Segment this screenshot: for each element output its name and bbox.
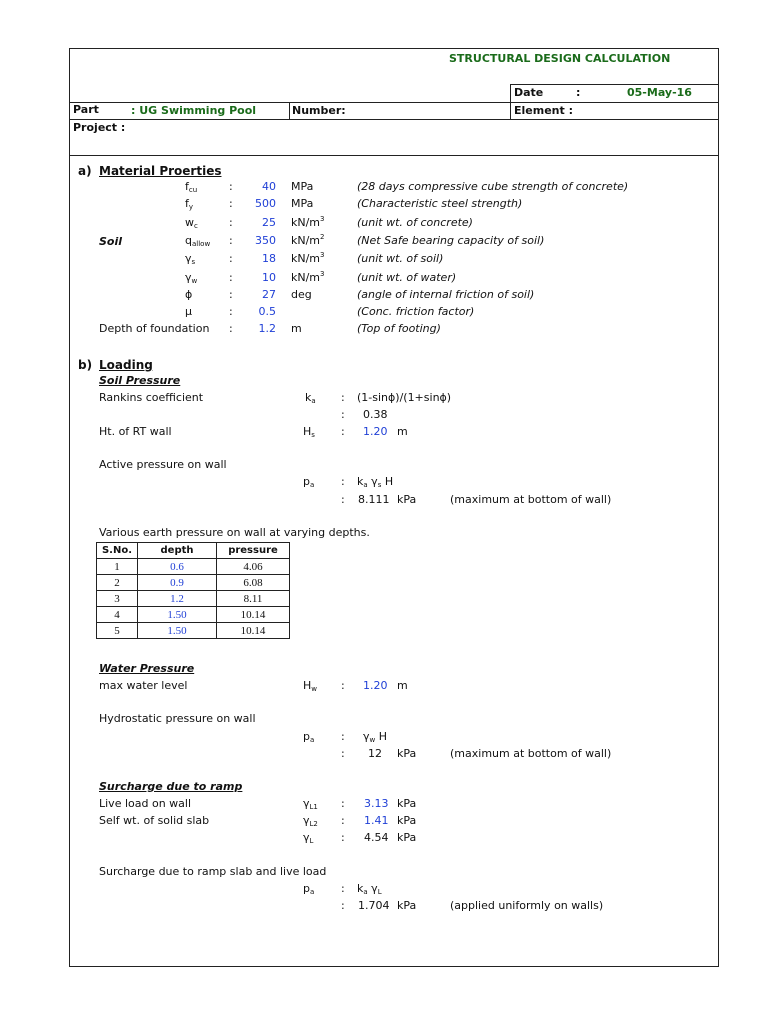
date-value: 05-May-16 (627, 86, 692, 99)
property-symbol: μ (185, 305, 192, 318)
ht-label: Ht. of RT wall (99, 425, 172, 438)
surcharge-title: Surcharge due to ramp (99, 780, 243, 793)
date-label: Date (514, 86, 544, 99)
property-colon: : (229, 216, 233, 229)
ka-formula: (1-sinϕ)/(1+sinϕ) (357, 391, 452, 404)
cell-pressure: 6.08 (217, 575, 290, 591)
ps-value-colon: : (341, 899, 345, 912)
gl-value: 4.54 (364, 831, 389, 844)
col-header-sno: S.No. (97, 543, 138, 559)
depth-value: 1.2 (258, 322, 276, 335)
header-line (510, 84, 719, 85)
property-symbol: $\gamma_s$ (185, 252, 196, 266)
property-unit: $kN/m^3$ (291, 251, 325, 265)
gl-unit: kPa (397, 831, 417, 844)
pa-colon: : (341, 475, 345, 488)
property-unit: $kN/m^3$ (291, 270, 325, 284)
ka-symbol: $k_a$ (305, 391, 316, 405)
max-water-label: max water level (99, 679, 188, 692)
property-description: (angle of internal friction of soil) (357, 288, 535, 301)
table-row (97, 623, 290, 639)
ka-value-colon: : (341, 408, 345, 421)
col-header-depth: depth (138, 543, 217, 559)
hs-colon: : (341, 425, 345, 438)
gl2-unit: kPa (397, 814, 417, 827)
self-wt-label: Self wt. of solid slab (99, 814, 210, 827)
property-unit: deg (291, 288, 312, 301)
property-description: (Characteristic steel strength) (357, 197, 523, 210)
property-colon: : (229, 271, 233, 284)
property-unit: MPa (291, 180, 314, 193)
property-symbol: ϕ (185, 288, 193, 301)
header-line (69, 102, 719, 103)
cell-sno: 2 (97, 575, 138, 591)
pa-value: 8.111 (358, 493, 390, 506)
water-pressure-title: Water Pressure (99, 662, 195, 675)
gl-symbol: $\gamma_L$ (303, 831, 314, 845)
pa-unit: kPa (397, 493, 417, 506)
active-pressure-label: Active pressure on wall (99, 458, 227, 471)
live-load-label: Live load on wall (99, 797, 192, 810)
rankins-label: Rankins coefficient (99, 391, 204, 404)
cell-depth: 1.50 (138, 607, 217, 623)
depth-colon: : (229, 322, 233, 335)
section-a-label: a) (78, 164, 92, 178)
cell-depth: 0.6 (138, 559, 217, 575)
soil-label: Soil (99, 235, 123, 248)
pw-formula: $\gamma_w$ H (363, 730, 388, 744)
table-row (97, 607, 290, 623)
pw-value-colon: : (341, 747, 345, 760)
table-row (97, 591, 290, 607)
depth-label: Depth of foundation (99, 322, 210, 335)
property-description: (unit wt. of soil) (357, 252, 444, 265)
property-unit: $kN/m^3$ (291, 215, 325, 229)
property-description: (unit wt. of water) (357, 271, 457, 284)
hw-unit: m (397, 679, 408, 692)
table-row (97, 575, 290, 591)
hs-value: 1.20 (363, 425, 388, 438)
project-label: Project : (73, 121, 126, 134)
property-description: (unit wt. of concrete) (357, 216, 473, 229)
soil-pressure-title: Soil Pressure (99, 374, 181, 387)
property-colon: : (229, 305, 233, 318)
header-line (69, 155, 719, 156)
pa-symbol: $p_a$ (303, 475, 315, 489)
surcharge-ramp-label: Surcharge due to ramp slab and live load (99, 865, 327, 878)
property-symbol: $w_c$ (185, 216, 198, 230)
cell-sno: 3 (97, 591, 138, 607)
hydrostatic-label: Hydrostatic pressure on wall (99, 712, 256, 725)
property-value: 18 (262, 252, 276, 265)
ps-unit: kPa (397, 899, 417, 912)
gl2-symbol: $\gamma_{L2}$ (303, 814, 318, 828)
gl2-colon: : (341, 814, 345, 827)
depth-desc: (Top of footing) (357, 322, 441, 335)
cell-depth: 1.50 (138, 623, 217, 639)
cell-pressure: 4.06 (217, 559, 290, 575)
property-symbol: $f_{cu}$ (185, 180, 198, 194)
property-value: 10 (262, 271, 276, 284)
gl-colon: : (341, 831, 345, 844)
col-header-pressure: pressure (217, 543, 290, 559)
header-line (510, 84, 511, 119)
ps-colon: : (341, 882, 345, 895)
gl1-symbol: $\gamma_{L1}$ (303, 797, 318, 811)
property-symbol: $q_{allow}$ (185, 234, 211, 248)
header-line (69, 119, 719, 120)
property-description: (Conc. friction factor) (357, 305, 475, 318)
hw-colon: : (341, 679, 345, 692)
property-value: 0.5 (258, 305, 276, 318)
depth-unit: m (291, 322, 302, 335)
various-pressure-label: Various earth pressure on wall at varying depths. (99, 526, 370, 539)
ps-value: 1.704 (358, 899, 390, 912)
gl1-colon: : (341, 797, 345, 810)
pa-value-colon: : (341, 493, 345, 506)
property-colon: : (229, 252, 233, 265)
hs-unit: m (397, 425, 408, 438)
property-colon: : (229, 180, 233, 193)
cell-pressure: 10.14 (217, 623, 290, 639)
property-value: 27 (262, 288, 276, 301)
ps-note: (applied uniformly on walls) (450, 899, 604, 912)
property-unit: $kN/m^2$ (291, 233, 325, 247)
part-value: : UG Swimming Pool (131, 104, 257, 117)
ka-colon: : (341, 391, 345, 404)
section-b-title: Loading (99, 358, 153, 372)
pa-formula: $k_a$ $\gamma_s$ H (357, 475, 394, 489)
element-label: Element : (514, 104, 573, 117)
pw-value: 12 (368, 747, 382, 760)
earth-pressure-table (96, 542, 290, 639)
number-label: Number: (292, 104, 346, 117)
property-value: 500 (255, 197, 276, 210)
hw-symbol: $H_w$ (303, 679, 318, 693)
gl1-value: 3.13 (364, 797, 389, 810)
property-colon: : (229, 197, 233, 210)
property-unit: MPa (291, 197, 314, 210)
pw-unit: kPa (397, 747, 417, 760)
cell-depth: 0.9 (138, 575, 217, 591)
pw-colon: : (341, 730, 345, 743)
property-colon: : (229, 288, 233, 301)
part-label: Part (73, 103, 99, 116)
gl2-value: 1.41 (364, 814, 389, 827)
property-symbol: $f_y$ (185, 197, 194, 211)
cell-depth: 1.2 (138, 591, 217, 607)
section-b-label: b) (78, 358, 93, 372)
ps-symbol: $p_a$ (303, 882, 315, 896)
hw-value: 1.20 (363, 679, 388, 692)
cell-sno: 4 (97, 607, 138, 623)
ka-value: 0.38 (363, 408, 388, 421)
property-description: (Net Safe bearing capacity of soil) (357, 234, 545, 247)
property-value: 40 (262, 180, 276, 193)
cell-sno: 5 (97, 623, 138, 639)
table-header-row (97, 543, 290, 559)
property-symbol: $\gamma_w$ (185, 271, 198, 285)
pw-note: (maximum at bottom of wall) (450, 747, 612, 760)
hs-symbol: $H_s$ (303, 425, 315, 439)
table-row (97, 559, 290, 575)
section-a-title: Material Proerties (99, 164, 222, 178)
cell-pressure: 8.11 (217, 591, 290, 607)
property-value: 350 (255, 234, 276, 247)
date-colon: : (576, 86, 581, 99)
cell-sno: 1 (97, 559, 138, 575)
pw-symbol: $p_a$ (303, 730, 315, 744)
property-description: (28 days compressive cube strength of concrete) (357, 180, 629, 193)
property-value: 25 (262, 216, 276, 229)
header-line (289, 102, 290, 119)
gl1-unit: kPa (397, 797, 417, 810)
cell-pressure: 10.14 (217, 607, 290, 623)
property-colon: : (229, 234, 233, 247)
pa-note: (maximum at bottom of wall) (450, 493, 612, 506)
ps-formula: $k_a$ $\gamma_L$ (357, 882, 382, 896)
document-title: STRUCTURAL DESIGN CALCULATION (449, 52, 671, 65)
